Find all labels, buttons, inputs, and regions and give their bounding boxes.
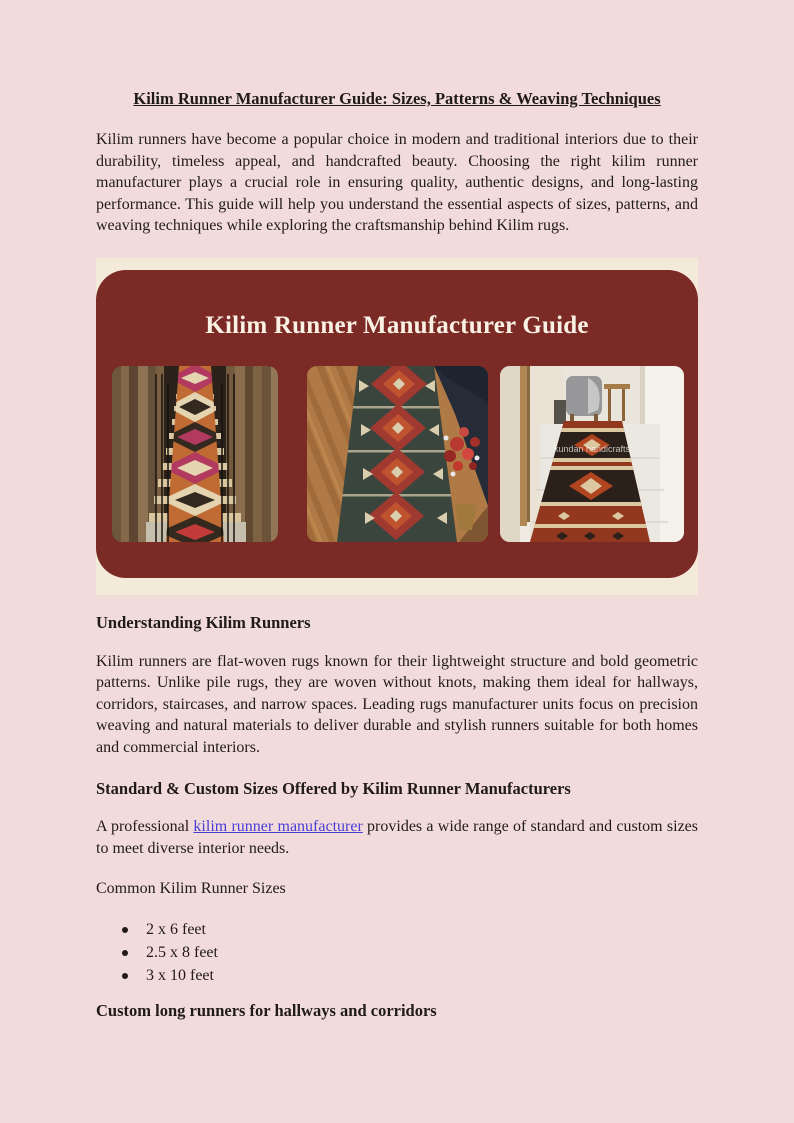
size-value: 2 x 6 feet (146, 921, 206, 938)
section-heading-understanding: Understanding Kilim Runners (96, 612, 311, 632)
banner-title: Kilim Runner Manufacturer Guide (205, 311, 589, 339)
wooden-floor-runner-illustration (307, 366, 488, 542)
section-heading-custom-runners: Custom long runners for hallways and corridors (96, 1001, 437, 1020)
photo-kilim-runner-in-hallway (500, 366, 684, 542)
photo-watermark: kundan handicrafts (553, 443, 631, 454)
banner-image (96, 258, 698, 595)
staircase-runner-illustration (112, 366, 278, 542)
section-heading-sizes: Standard & Custom Sizes Offered by Kilim Runner Manufacturers (96, 779, 571, 798)
banner-photos-row (96, 366, 698, 542)
intro-paragraph: Kilim runners have become a popular choice in modern and traditional interiors due to their durability, timeless appeal, and handcrafted beauty. Choosing the right kilim runner manufacturer plays a crucial role in ensuring quality, authentic designs, and long-lasting performance. This guide will help you understand the essential aspects of sizes, patterns, and weaving techniques while exploring the craftsmanship behind Kilim rugs. (96, 131, 698, 234)
sizes-paragraph (96, 816, 698, 859)
understanding-paragraph: Kilim runners are flat-woven rugs known for their lightweight structure and bold geometric patterns. Unlike pile rugs, they are woven without knots, making them ideal for hallways, corridors, staircases, and narrow spaces. Leading rugs manufacturer units focus on precision weaving and natural materials to deliver durable and stylish runners suitable for both homes and commercial interiors. (96, 652, 698, 756)
banner-panel (96, 270, 698, 578)
bullet-icon (122, 973, 128, 979)
hallway-runner-illustration (500, 366, 684, 542)
photo-kilim-runner-on-wooden-floor (307, 366, 488, 542)
size-value: 2.5 x 8 feet (146, 944, 218, 961)
kilim-runner-manufacturer-link[interactable]: kilim runner manufacturer (193, 818, 363, 835)
size-list-title: Common Kilim Runner Sizes (96, 880, 286, 897)
list-item-size (96, 941, 698, 964)
bullet-icon (122, 950, 128, 956)
photo-kilim-runner-on-staircase (112, 366, 278, 542)
list-item-size (96, 918, 698, 941)
sizes-paragraph-before: A professional (96, 818, 194, 835)
list-item-size (96, 964, 698, 987)
page-title: Kilim Runner Manufacturer Guide: Sizes, Patterns & Weaving Techniques (133, 89, 661, 108)
size-list (96, 918, 698, 987)
bullet-icon (122, 927, 128, 933)
sizes-paragraph-after: provides a wide range of standard and custom sizes to meet diverse interior needs. (96, 818, 698, 857)
size-value: 3 x 10 feet (146, 967, 214, 984)
